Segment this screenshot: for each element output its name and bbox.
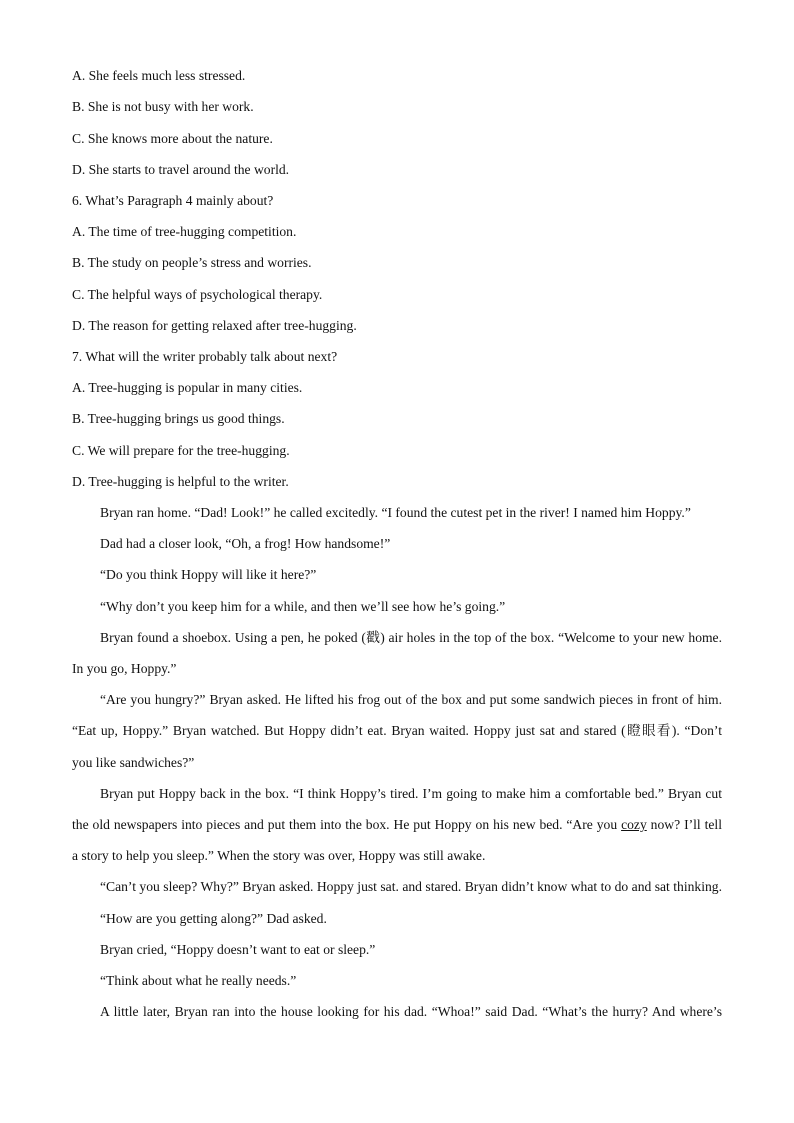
q5-option-b: B. She is not busy with her work. [72, 99, 254, 114]
story-paragraph-8: “Can’t you sleep? Why?” Bryan asked. Hoppy just sat. and stared. Bryan didn’t know what to do and sat thinking. [100, 879, 722, 894]
story-paragraph-7-line-2-end: now? I’ll tell [646, 817, 722, 832]
story-paragraph-1: Bryan ran home. “Dad! Look!” he called excitedly. “I found the cutest pet in the river! I named him Hoppy.” [100, 505, 691, 520]
q7-stem: 7. What will the writer probably talk about next? [72, 349, 338, 364]
q6-option-b: B. The study on people’s stress and worries. [72, 255, 312, 270]
q7-option-c: C. We will prepare for the tree-hugging. [72, 443, 290, 458]
story-paragraph-9: “How are you getting along?” Dad asked. [100, 911, 327, 926]
story-paragraph-2: Dad had a closer look, “Oh, a frog! How handsome!” [100, 536, 391, 551]
underlined-word-cozy: cozy [621, 817, 647, 832]
story-paragraph-7-line-3: a story to help you sleep.” When the story was over, Hoppy was still awake. [72, 848, 486, 863]
story-paragraph-10: Bryan cried, “Hoppy doesn’t want to eat or sleep.” [100, 942, 376, 957]
q6-stem: 6. What’s Paragraph 4 mainly about? [72, 193, 274, 208]
q7-option-b: B. Tree-hugging brings us good things. [72, 411, 285, 426]
q5-option-d: D. She starts to travel around the world. [72, 162, 290, 177]
q5-option-c: C. She knows more about the nature. [72, 131, 273, 146]
story-paragraph-5-line-1: Bryan found a shoebox. Using a pen, he poked (戳) air holes in the top of the box. “Welcome to your new home. [100, 630, 722, 645]
q6-option-d: D. The reason for getting relaxed after tree-hugging. [72, 318, 357, 333]
story-paragraph-7-line-2-text: the old newspapers into pieces and put them into the box. He put Hoppy on his new bed. “Are you [72, 817, 618, 832]
story-paragraph-12: A little later, Bryan ran into the house looking for his dad. “Whoa!” said Dad. “What’s the hurry? And where’s [100, 1004, 722, 1019]
q6-option-a: A. The time of tree-hugging competition. [72, 224, 297, 239]
story-paragraph-7-line-2 [72, 816, 722, 834]
story-paragraph-11: “Think about what he really needs.” [100, 973, 297, 988]
story-paragraph-3: “Do you think Hoppy will like it here?” [100, 567, 317, 582]
q6-option-c: C. The helpful ways of psychological therapy. [72, 287, 323, 302]
story-paragraph-5-line-2: In you go, Hoppy.” [72, 661, 177, 676]
story-paragraph-6-line-3: you like sandwiches?” [72, 755, 195, 770]
story-paragraph-7-line-1: Bryan put Hoppy back in the box. “I think Hoppy’s tired. I’m going to make him a comfortable bed.” Bryan cut [100, 786, 722, 801]
q5-option-a: A. She feels much less stressed. [72, 68, 246, 83]
story-paragraph-6-line-1: “Are you hungry?” Bryan asked. He lifted his frog out of the box and put some sandwich pieces in front of him. [100, 692, 722, 707]
story-paragraph-6-line-2: “Eat up, Hoppy.” Bryan watched. But Hoppy didn’t eat. Bryan waited. Hoppy just sat and stared (瞪眼看). “Don’t [72, 723, 722, 738]
q7-option-d: D. Tree-hugging is helpful to the writer. [72, 474, 289, 489]
q7-option-a: A. Tree-hugging is popular in many cities. [72, 380, 303, 395]
story-paragraph-4: “Why don’t you keep him for a while, and then we’ll see how he’s going.” [100, 599, 506, 614]
